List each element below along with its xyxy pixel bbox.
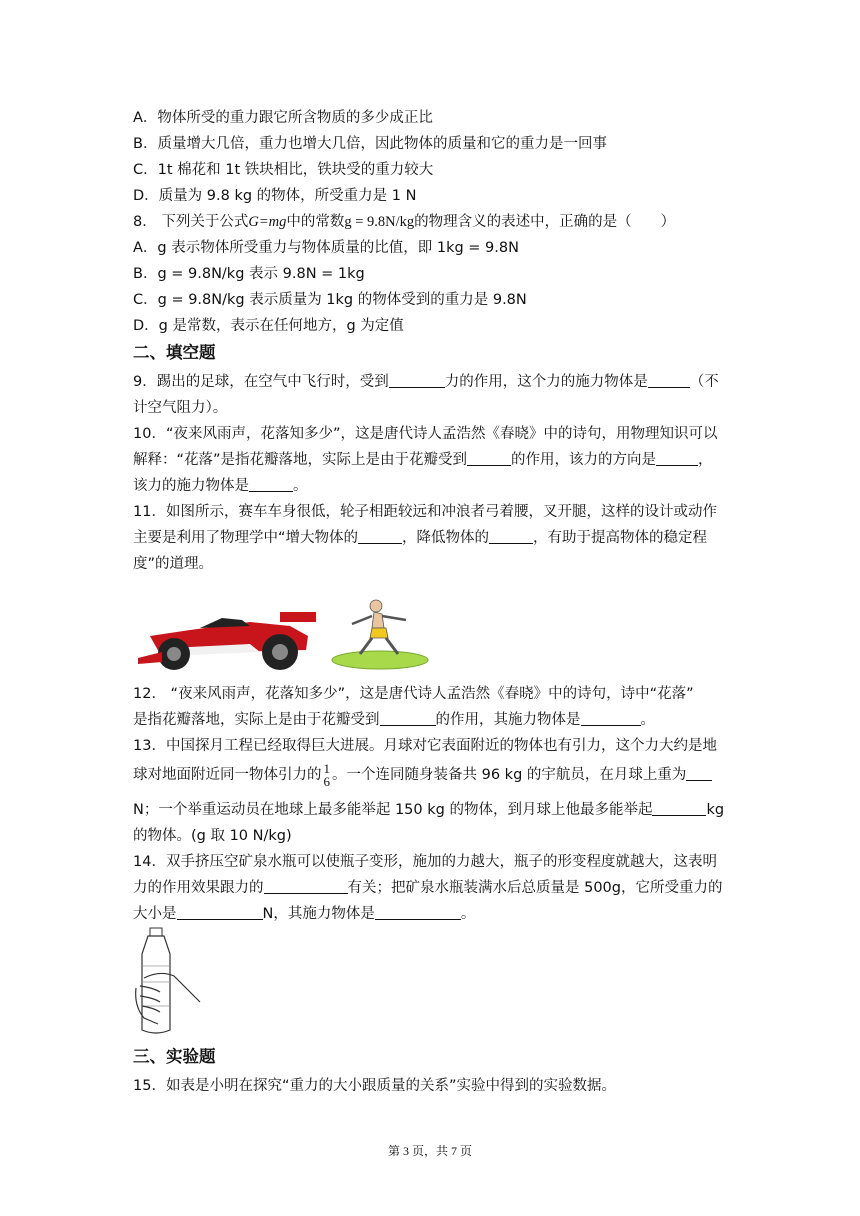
q14-line-2: 力的作用效果跟力的 有关；把矿泉水瓶装满水后总质量是 500g，它所受重力的 bbox=[133, 880, 723, 896]
answer-blank[interactable] bbox=[177, 904, 263, 920]
q11-line-3: 度”的道理。 bbox=[133, 556, 214, 572]
q10-line-1: 10．“夜来风雨声，花落知多少”，这是唐代诗人孟浩然《春晓》中的诗句，用物理知识可以 bbox=[133, 426, 718, 442]
q9-line-1: 9．踢出的足球，在空气中飞行时，受到 力的作用，这个力的施力物体是 （不 bbox=[133, 374, 719, 390]
q12-line-2: 是指花瓣落地，实际上是由于花瓣受到 的作用，其施力物体是 。 bbox=[133, 712, 655, 728]
bottle-in-hand-image bbox=[130, 926, 206, 1038]
q7-option-a: A．物体所受的重力跟它所含物质的多少成正比 bbox=[133, 110, 433, 126]
q11-line-2: 主要是利用了物理学中“增大物体的 ，降低物体的 ，有助于提高物体的稳定程 bbox=[133, 530, 708, 546]
q13-line-4: 的物体。(g 取 10 N/kg) bbox=[133, 828, 292, 844]
q8-stem: 8． 下列关于公式G=mg中的常数g = 9.8N/kg的物理含义的表述中，正确的是（ ） bbox=[133, 214, 676, 230]
answer-blank[interactable] bbox=[656, 450, 698, 466]
q8-option-b: B．g = 9.8N/kg 表示 9.8N = 1kg bbox=[133, 266, 365, 282]
q8-option-d: D．g 是常数，表示在任何地方，g 为定值 bbox=[133, 318, 404, 334]
q8-formula: G=mg bbox=[248, 214, 287, 230]
q13-line-2: 球对地面附近同一物体引力的 1 6 。一个连同随身装备共 96 kg 的宇航员，在月球上重为 bbox=[133, 760, 733, 790]
q10-line-2: 解释：“花落”是指花瓣落地，实际上是由于花瓣受到 的作用，该力的方向是 ， bbox=[133, 452, 713, 468]
surfer-image bbox=[330, 594, 430, 674]
answer-blank[interactable] bbox=[358, 528, 402, 544]
q8-g-definition: g = 9.8N/kg bbox=[344, 214, 415, 230]
answer-blank[interactable] bbox=[686, 765, 712, 781]
q14-line-1: 14．双手挤压空矿泉水瓶可以使瓶子变形，施加的力越大，瓶子的形变程度就越大，这表明 bbox=[133, 854, 717, 870]
q8-option-a: A．g 表示物体所受重力与物体质量的比值，即 1kg = 9.8N bbox=[133, 240, 519, 256]
q13-line-1: 13．中国探月工程已经取得巨大进展。月球对它表面附近的物体也有引力，这个力大约是地 bbox=[133, 738, 717, 754]
answer-blank[interactable] bbox=[375, 904, 461, 920]
section-2-title: 二、填空题 bbox=[133, 343, 216, 362]
q8-option-c: C．g = 9.8N/kg 表示质量为 1kg 的物体受到的重力是 9.8N bbox=[133, 292, 527, 308]
section-3-title: 三、实验题 bbox=[133, 1047, 216, 1066]
q7-option-c: C．1t 棉花和 1t 铁块相比，铁块受的重力较大 bbox=[133, 162, 434, 178]
q7-option-d: D．质量为 9.8 kg 的物体，所受重力是 1 N bbox=[133, 188, 417, 204]
answer-blank[interactable] bbox=[264, 878, 348, 894]
answer-blank[interactable] bbox=[581, 710, 641, 726]
race-car-image bbox=[130, 592, 320, 676]
one-sixth-fraction: 1 6 bbox=[323, 761, 330, 789]
answer-blank[interactable] bbox=[489, 528, 533, 544]
answer-blank[interactable] bbox=[652, 800, 706, 816]
answer-blank[interactable] bbox=[249, 476, 293, 492]
answer-blank[interactable] bbox=[467, 450, 511, 466]
answer-blank[interactable] bbox=[648, 372, 690, 388]
page-footer: 第 3 页，共 7 页 bbox=[387, 1144, 472, 1158]
q11-line-1: 11．如图所示，赛车车身很低，轮子相距较远和冲浪者弓着腰，叉开腿，这样的设计或动作 bbox=[133, 504, 717, 520]
q12-line-1: 12． “夜来风雨声，花落知多少”，这是唐代诗人孟浩然《春晓》中的诗句，诗中“花落” bbox=[133, 686, 694, 702]
q15-stem: 15．如表是小明在探究“重力的大小跟质量的关系”实验中得到的实验数据。 bbox=[133, 1078, 616, 1094]
answer-blank[interactable] bbox=[380, 710, 436, 726]
q13-line-3: N；一个举重运动员在地球上最多能举起 150 kg 的物体，到月球上他最多能举起 kg bbox=[133, 802, 725, 818]
q9-line-2: 计空气阻力）。 bbox=[133, 400, 228, 416]
answer-blank[interactable] bbox=[389, 372, 445, 388]
q7-option-b: B．质量增大几倍，重力也增大几倍，因此物体的质量和它的重力是一回事 bbox=[133, 136, 607, 152]
q10-line-3: 该力的施力物体是 。 bbox=[133, 478, 308, 494]
q14-line-3: 大小是 N，其施力物体是 。 bbox=[133, 906, 476, 922]
